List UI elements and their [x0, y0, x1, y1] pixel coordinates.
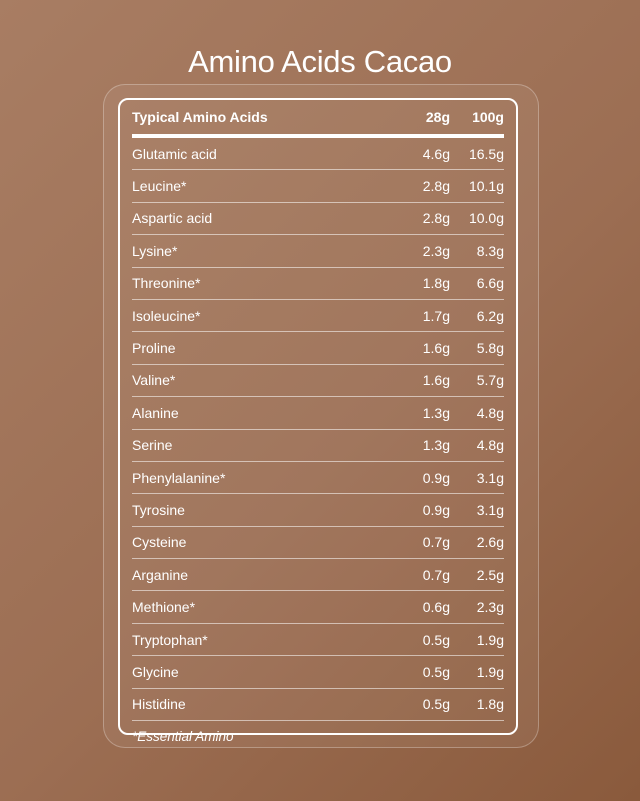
table-row: [132, 203, 504, 235]
amino-acid-name: Aspartic acid: [132, 210, 213, 227]
table-row: [132, 300, 504, 332]
table-row: [132, 235, 504, 267]
table-row: [132, 494, 504, 526]
amount-100g: 4.8g: [476, 437, 504, 454]
table-row: [132, 397, 504, 429]
table-row: [132, 365, 504, 397]
amount-100g: 8.3g: [476, 242, 504, 259]
table-row: [132, 527, 504, 559]
amount-28g: 1.7g: [422, 307, 450, 324]
amount-100g: 4.8g: [476, 404, 504, 421]
page-title: Amino Acids Cacao: [188, 44, 452, 79]
amount-100g: 1.9g: [476, 631, 504, 648]
amino-acid-name: Methione*: [132, 599, 196, 616]
amino-acid-name: Tryptophan*: [132, 631, 208, 648]
footnote: *Essential Amino: [132, 729, 234, 745]
amount-28g: 2.3g: [422, 242, 450, 259]
amino-acid-table: [118, 98, 518, 745]
amino-acid-name: Leucine*: [132, 178, 187, 195]
amino-acid-name: Cysteine: [132, 534, 187, 551]
amino-acid-name: Proline: [132, 340, 176, 357]
table-row: [132, 138, 504, 170]
amino-acid-name: Threonine*: [132, 275, 201, 292]
table-body: [132, 138, 504, 721]
amount-28g: 0.9g: [422, 469, 450, 486]
amino-acid-name: Serine: [132, 437, 173, 454]
amount-28g: 0.9g: [422, 501, 450, 518]
amount-100g: 5.7g: [476, 372, 504, 389]
amount-28g: 2.8g: [422, 210, 450, 227]
amount-100g: 6.6g: [476, 275, 504, 292]
amount-28g: 1.6g: [422, 372, 450, 389]
amount-28g: 0.5g: [422, 631, 450, 648]
amount-28g: 0.7g: [422, 566, 450, 583]
table-header: [132, 100, 504, 138]
amount-100g: 10.0g: [468, 210, 504, 227]
amount-100g: 5.8g: [476, 340, 504, 357]
amount-28g: 4.6g: [422, 145, 450, 162]
amount-28g: 1.6g: [422, 340, 450, 357]
header-100g: 100g: [472, 109, 504, 125]
table-row: [132, 656, 504, 688]
table-row: [132, 689, 504, 721]
header-name: Typical Amino Acids: [132, 109, 268, 125]
table-row: [132, 591, 504, 623]
amount-100g: 2.5g: [476, 566, 504, 583]
amino-acid-name: Lysine*: [132, 242, 178, 259]
table-row: [132, 430, 504, 462]
amino-acid-name: Tyrosine: [132, 501, 185, 518]
table-row: [132, 624, 504, 656]
amino-acid-name: Glycine: [132, 663, 179, 680]
amount-28g: 2.8g: [422, 178, 450, 195]
amount-28g: 0.6g: [422, 599, 450, 616]
amount-28g: 0.5g: [422, 696, 450, 713]
amino-acid-name: Glutamic acid: [132, 145, 217, 162]
amount-100g: 2.3g: [476, 599, 504, 616]
amino-acid-name: Arganine: [132, 566, 189, 583]
table-row: [132, 462, 504, 494]
amino-acid-name: Histidine: [132, 696, 186, 713]
table-row: [132, 332, 504, 364]
table-row: [132, 170, 504, 202]
amount-100g: 16.5g: [468, 145, 504, 162]
amino-acid-name: Valine*: [132, 372, 176, 389]
amount-28g: 1.3g: [422, 404, 450, 421]
amino-acid-name: Alanine: [132, 404, 179, 421]
amount-100g: 6.2g: [476, 307, 504, 324]
header-28g: 28g: [425, 109, 450, 125]
amount-100g: 10.1g: [468, 178, 504, 195]
amount-100g: 3.1g: [476, 469, 504, 486]
amount-28g: 1.8g: [422, 275, 450, 292]
amino-acid-name: Isoleucine*: [132, 307, 201, 324]
amount-28g: 0.7g: [422, 534, 450, 551]
amount-28g: 0.5g: [422, 663, 450, 680]
amount-28g: 1.3g: [422, 437, 450, 454]
table-row: [132, 559, 504, 591]
amino-acid-name: Phenylalanine*: [132, 469, 226, 486]
amount-100g: 1.9g: [476, 663, 504, 680]
amount-100g: 2.6g: [476, 534, 504, 551]
table-row: [132, 268, 504, 300]
amount-100g: 1.8g: [476, 696, 504, 713]
amount-100g: 3.1g: [476, 501, 504, 518]
